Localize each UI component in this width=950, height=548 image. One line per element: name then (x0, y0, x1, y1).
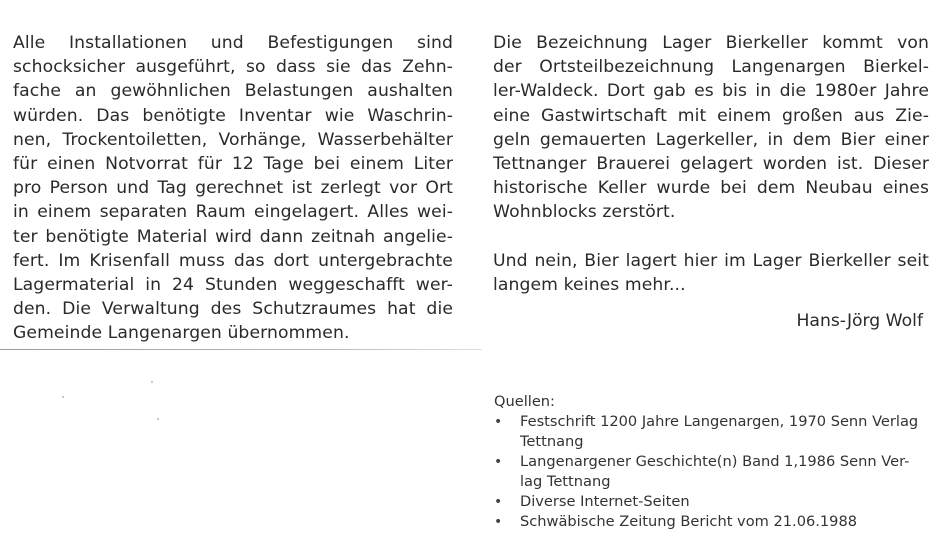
source-text-line: Langenargener Geschichte(n) Band 1,1986 Senn Ver- (520, 453, 910, 470)
body-text-line: schocksicher ausgeführt, so dass sie das Zehn- (13, 57, 453, 78)
right-paragraph-1 (493, 31, 929, 225)
bullet-icon: • (494, 414, 503, 430)
body-text-line: Alle Installationen und Befestigungen sind (13, 33, 453, 53)
scan-speck (62, 396, 64, 398)
body-text-line: eine Gastwirtschaft mit einem großen aus Zie- (493, 105, 929, 126)
left-column (13, 31, 453, 345)
right-paragraph-2 (493, 249, 929, 297)
source-text-line: Schwäbische Zeitung Bericht vom 21.06.1988 (520, 513, 858, 530)
paragraph-gap (493, 225, 929, 249)
bullet-icon: • (494, 454, 503, 470)
body-text-line: ler-Waldeck. Dort gab es bis in die 1980er Jahre (493, 81, 929, 102)
body-text-line: Lagermaterial in 24 Stunden weggeschafft wer- (13, 274, 453, 295)
body-text-line: für einen Notvorrat für 12 Tage bei einem Liter (13, 153, 453, 174)
body-text-line: fache an gewöhnlichen Belastungen aushalten (13, 81, 453, 102)
body-text-line: Die Bezeichnung Lager Bierkeller kommt von (493, 33, 929, 53)
source-item (494, 452, 934, 492)
scan-speck (151, 381, 153, 383)
body-text-line: fert. Im Krisenfall muss das dort untergebrachte (13, 250, 453, 271)
body-text-line: Wohnblocks zerstört. (493, 202, 676, 223)
divider-line (0, 349, 482, 350)
author-signature: Hans-Jörg Wolf (796, 311, 923, 332)
scan-speck (157, 418, 159, 420)
body-text-line: Und nein, Bier lagert hier im Lager Bierkeller seit (493, 250, 929, 271)
source-item (494, 492, 934, 512)
source-text-line: Diverse Internet-Seiten (520, 493, 690, 510)
body-text-line: würden. Das benötigte Inventar wie Waschrin- (13, 105, 453, 126)
body-text-line: der Ortsteilbezeichnung Langenargen Bierkel- (493, 57, 929, 78)
body-text-line: in einem separaten Raum eingelagert. Alles wei- (13, 202, 453, 223)
source-text-line: Tettnang (520, 433, 584, 450)
body-text-line: pro Person und Tag gerechnet ist zerlegt vor Ort (13, 178, 453, 199)
right-column (493, 31, 929, 333)
body-text-line: historische Keller wurde bei dem Neubau eines (493, 178, 929, 199)
source-text-line: lag Tettnang (520, 473, 611, 490)
source-text-line: Festschrift 1200 Jahre Langenargen, 1970 Senn Verlag (520, 413, 919, 430)
source-item (494, 412, 934, 452)
body-text-line: Gemeinde Langenargen übernommen. (13, 323, 350, 344)
body-text-line: Tettnanger Brauerei gelagert worden ist. Dieser (493, 153, 929, 174)
bullet-icon: • (494, 494, 503, 510)
sources-section (494, 392, 934, 532)
body-text-line: ter benötigte Material wird dann zeitnah angelie- (13, 226, 453, 247)
body-text-line: den. Die Verwaltung des Schutzraumes hat die (13, 299, 453, 320)
sources-title: Quellen: (494, 393, 555, 410)
body-text-line: nen, Trockentoiletten, Vorhänge, Wasserbehälter (13, 129, 453, 150)
source-item (494, 512, 934, 532)
body-text-line: geln gemauerten Lagerkeller, in dem Bier einer (493, 129, 929, 150)
sources-list (494, 412, 934, 532)
body-text-line: langem keines mehr... (493, 274, 686, 295)
bullet-icon: • (494, 514, 503, 530)
